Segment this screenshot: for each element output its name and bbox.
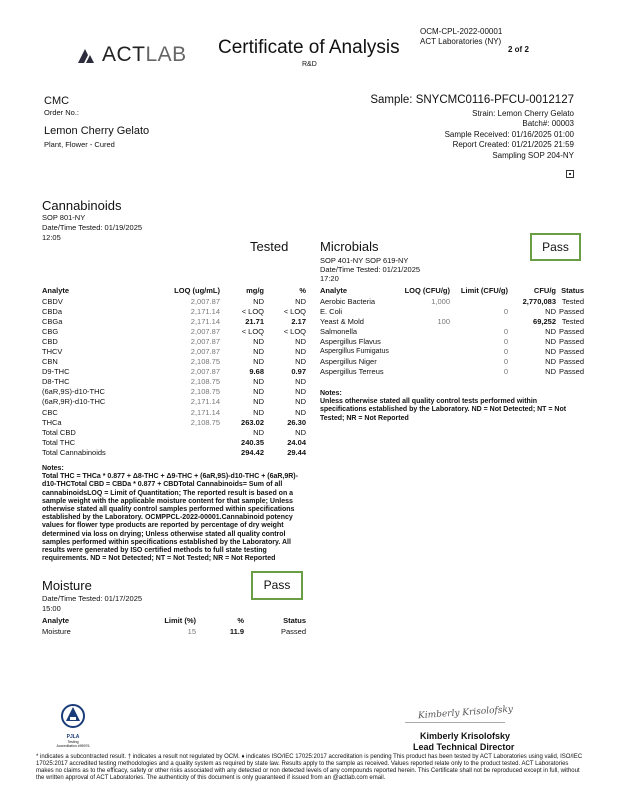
page-subtitle: R&D: [302, 61, 317, 68]
table-row: [42, 417, 306, 427]
limit-cell: 0: [503, 367, 508, 377]
status-cell: Passed: [558, 357, 584, 367]
client-name: CMC: [44, 95, 70, 107]
pct-cell: < LOQ: [283, 306, 306, 316]
microbials-notes: [320, 390, 582, 423]
analyte-cell: Salmonella: [320, 326, 358, 336]
status-cell: Passed: [558, 367, 584, 377]
status-cell: Tested: [561, 296, 584, 306]
cfu-cell: 2,770,083: [522, 296, 556, 306]
loq-cell: [396, 306, 450, 316]
analyte-cell: CBDV: [42, 296, 63, 306]
status-cell: Passed: [558, 326, 584, 336]
microbials-title: Microbials: [320, 239, 379, 254]
product-matrix: Plant, Flower - Cured: [44, 140, 115, 149]
loq-cell: 2,007.87: [190, 336, 220, 346]
table-row: [42, 306, 306, 316]
cannabinoids-title: Cannabinoids: [42, 198, 122, 213]
status-cell: Tested: [561, 316, 584, 326]
pct-cell: ND: [295, 387, 306, 397]
status-cell: Passed: [280, 626, 306, 636]
analyte-cell: THCV: [42, 347, 63, 357]
table-row: [320, 326, 584, 336]
mgg-cell: ND: [253, 357, 264, 367]
table-row: [42, 326, 306, 336]
limit-cell: 0: [503, 347, 508, 357]
signature-script: Kimberly Krisolofsky: [417, 704, 514, 722]
mgg-cell: ND: [253, 296, 264, 306]
cfu-cell: ND: [545, 326, 556, 336]
status-cell: Passed: [558, 347, 584, 357]
table-row: [42, 346, 306, 356]
order-number: Order No.:: [44, 108, 80, 117]
loq-cell: 1,000: [431, 296, 450, 306]
page-title: Certificate of Analysis: [218, 37, 400, 58]
product-name: Lemon Cherry Gelato: [44, 125, 150, 137]
pct-cell: ND: [295, 407, 306, 417]
pct-cell: ND: [295, 357, 306, 367]
table-row: [42, 447, 306, 457]
qr-code-icon: [566, 170, 574, 178]
cannabinoids-time: 12:05: [42, 233, 61, 242]
pct-cell: 2.17: [291, 316, 306, 326]
analyte-cell: Aerobic Bacteria: [320, 296, 376, 306]
limit-cell: [450, 296, 508, 306]
col-limit: Limit (CFU/g): [460, 285, 508, 295]
cannabinoids-notes: [42, 465, 304, 563]
col-pct: %: [299, 285, 306, 295]
analyte-cell: (6aR,9S)-d10-THC: [42, 387, 105, 397]
analyte-cell: D9-THC: [42, 367, 70, 377]
table-row: [320, 316, 584, 326]
moisture-title: Moisture: [42, 578, 92, 593]
mgg-cell: ND: [253, 387, 264, 397]
lab-info: [420, 27, 502, 47]
pjla-org: PJLA: [66, 734, 80, 740]
mgg-cell: 9.68: [249, 367, 264, 377]
limit-cell: 0: [503, 306, 508, 316]
sample-strain: Strain: Lemon Cherry Gelato: [472, 109, 574, 118]
table-row: [320, 296, 584, 306]
loq-cell: [396, 367, 450, 377]
pjla-line1: Testing: [67, 740, 79, 744]
sample-id: Sample: SNYCMC0116-PFCU-0012127: [370, 94, 574, 106]
mgg-cell: ND: [253, 347, 264, 357]
loq-cell: 2,108.75: [190, 377, 220, 387]
mgg-cell: ND: [253, 336, 264, 346]
analyte-cell: (6aR,9R)-d10-THC: [42, 397, 106, 407]
loq-cell: [396, 357, 450, 367]
lab-name: ACT Laboratories (NY): [420, 37, 502, 46]
moisture-header-row: [42, 614, 306, 626]
table-row: [42, 357, 306, 367]
table-row: [42, 377, 306, 387]
analyte-cell: Aspergillus Terreus: [320, 367, 384, 377]
pct-cell: ND: [295, 427, 306, 437]
moisture-table: [42, 614, 306, 636]
analyte-cell: CBC: [42, 407, 58, 417]
analyte-cell: CBG: [42, 326, 59, 336]
loq-cell: [142, 447, 220, 457]
signer-name: Kimberly Krisolofsky: [420, 731, 511, 741]
cfu-cell: 69,252: [533, 316, 556, 326]
analyte-cell: D8-THC: [42, 377, 70, 387]
loq-cell: [142, 427, 220, 437]
mgg-cell: ND: [253, 407, 264, 417]
table-row: [42, 387, 306, 397]
col-limit: Limit (%): [164, 615, 196, 625]
mgg-cell: < LOQ: [241, 326, 264, 336]
cannabinoids-table: [42, 284, 306, 458]
cannabinoids-header-row: [42, 284, 306, 296]
moisture-pass-badge: Pass: [251, 571, 303, 600]
pct-cell: < LOQ: [283, 326, 306, 336]
loq-cell: 2,007.87: [190, 367, 220, 377]
loq-cell: [396, 336, 450, 346]
sample-received: Sample Received: 01/16/2025 01:00: [444, 129, 574, 139]
pct-cell: 26.30: [287, 417, 306, 427]
col-analyte: Analyte: [42, 285, 70, 295]
col-loq: LOQ (CFU/g): [404, 285, 450, 295]
pct-cell: ND: [295, 397, 306, 407]
analyte-cell: Total THC: [42, 437, 76, 447]
table-row: [42, 397, 306, 407]
analyte-cell: CBGa: [42, 316, 63, 326]
analyte-cell: Aspergillus Niger: [320, 357, 377, 367]
loq-cell: 100: [437, 316, 450, 326]
analyte-cell: Aspergillus Fumigatus: [320, 347, 389, 355]
mgg-cell: ND: [253, 397, 264, 407]
pct-cell: ND: [295, 296, 306, 306]
microbials-header-row: [320, 284, 584, 296]
mgg-cell: ND: [253, 427, 264, 437]
table-row: [42, 296, 306, 306]
cfu-cell: ND: [545, 357, 556, 367]
loq-cell: 2,007.87: [190, 347, 220, 357]
pct-cell: 0.97: [291, 367, 306, 377]
actlab-logo-icon: [78, 47, 98, 63]
loq-cell: 2,108.75: [190, 417, 220, 427]
mgg-cell: 240.35: [241, 437, 264, 447]
pct-cell: 24.04: [287, 437, 306, 447]
table-row: [42, 316, 306, 326]
signer-role: Lead Technical Director: [413, 742, 515, 752]
pjla-accreditation-badge: [52, 703, 94, 748]
cfu-cell: ND: [545, 336, 556, 346]
loq-cell: [396, 346, 450, 356]
limit-cell: 0: [503, 357, 508, 367]
microbials-time: 17:20: [320, 274, 339, 283]
pjla-logo-icon: [60, 703, 86, 729]
microbials-notes-label: Notes:: [320, 390, 342, 397]
table-row: [42, 427, 306, 437]
analyte-cell: THCa: [42, 417, 62, 427]
loq-cell: 2,171.14: [190, 306, 220, 316]
mgg-cell: 294.42: [241, 447, 264, 457]
loq-cell: 2,007.87: [190, 326, 220, 336]
loq-cell: 2,171.14: [190, 316, 220, 326]
mgg-cell: < LOQ: [241, 306, 264, 316]
loq-cell: 2,171.14: [190, 397, 220, 407]
analyte-cell: E. Coli: [320, 306, 343, 316]
col-cfu: CFU/g: [533, 285, 556, 295]
analyte-cell: Total CBD: [42, 427, 76, 437]
cfu-cell: ND: [545, 347, 556, 357]
loq-cell: 2,007.87: [190, 296, 220, 306]
microbials-sop: SOP 401-NY SOP 619-NY: [320, 256, 409, 265]
microbials-date: Date/Time Tested: 01/21/2025: [320, 265, 421, 274]
footer-disclaimer: * indicates a subcontracted result. † indicates a result not regulated by OCM. ♦ indicates ISO/IEC 17025:2017 accreditation is pending This product has been tested by ACT Laboratories using valid, ISO/IEC 17025:2017 accredited testing methodologies and a quality system as required by state law. Results apply to the sample as received. Values reported relate only to the product tested. ACT Laboratories makes no claims as to the efficacy, safety or other risks associated with any detected or non detected levels of any compounds reported herein. This Certificate shall not be reproduced except in full, without the written approval of ACT Laboratories. The authenticity of this document is only guaranteed if issued from an @actlab.com email.: [36, 754, 583, 781]
table-row: [320, 367, 584, 377]
limit-cell: 15: [187, 626, 196, 636]
cannabinoids-notes-label: Notes:: [42, 465, 64, 472]
pct-cell: ND: [295, 377, 306, 387]
value-cell: 11.9: [229, 626, 244, 636]
signature-line: [405, 722, 505, 723]
sampling-sop: Sampling SOP 204-NY: [492, 150, 574, 160]
table-row: [42, 437, 306, 447]
cert-id: OCM-CPL-2022-00001: [420, 27, 503, 36]
logo-text: ACTLAB: [102, 43, 187, 66]
cannabinoids-sop: SOP 801-NY: [42, 213, 86, 222]
analyte-cell: Total Cannabinoids: [42, 447, 106, 457]
table-row: [42, 626, 306, 636]
cfu-cell: ND: [545, 367, 556, 377]
status-cell: Passed: [558, 306, 584, 316]
limit-cell: 0: [503, 336, 508, 346]
table-row: [42, 367, 306, 377]
actlab-logo: [78, 43, 187, 67]
cannabinoids-notes-text: Total THC = THCa * 0.877 + Δ8-THC + Δ9-THC + (6aR,9S)-d10-THC + (6aR,9R)-d10-THCTotal CBD = CBDa * 0.877 + CBDTotal Cannabinoids= Sum of all cannabinoidsLOQ = Limit of Quantitation; The reported result is based on a sample weight with the applicable moisture content for that sample; Unless otherwise stated all quality control samples performed within specifications established by the Laboratory. OCMPPCL-2022-00001.Cannabinoid potency values for flower type products are reported by percentage of dry weight determined via loss on drying; Unless otherwise stated all quality control samples performed within specifications established by the Laboratory. All results were generated by ISO certified methods to full state testing requirements. ND = Not Detected; NT = Not Tested; NR = Not Reported: [42, 473, 298, 563]
col-status: Status: [283, 615, 306, 625]
loq-cell: [396, 326, 450, 336]
loq-cell: 2,108.75: [190, 357, 220, 367]
table-row: [320, 336, 584, 346]
sample-batch: Batch#: 00003: [522, 119, 574, 129]
sample-info: [445, 109, 574, 161]
cannabinoids-date: Date/Time Tested: 01/19/2025: [42, 223, 143, 232]
pct-cell: ND: [295, 336, 306, 346]
col-status: Status: [561, 285, 584, 295]
col-loq: LOQ (ug/mL): [174, 285, 220, 295]
col-analyte: Analyte: [320, 285, 348, 295]
mgg-cell: 263.02: [241, 417, 264, 427]
analyte-cell: Yeast & Mold: [320, 316, 364, 326]
moisture-date: Date/Time Tested: 01/17/2025: [42, 594, 143, 603]
loq-cell: 2,108.75: [190, 387, 220, 397]
pct-cell: ND: [295, 347, 306, 357]
cfu-cell: ND: [545, 306, 556, 316]
mgg-cell: ND: [253, 377, 264, 387]
limit-cell: [450, 316, 508, 326]
analyte-cell: CBN: [42, 357, 58, 367]
analyte-cell: Aspergillus Flavus: [320, 336, 381, 346]
analyte-cell: CBD: [42, 336, 58, 346]
pjla-line2: Accreditation #95976: [56, 744, 90, 748]
status-cell: Passed: [558, 336, 584, 346]
table-row: [42, 336, 306, 346]
col-pct: %: [237, 615, 244, 625]
report-created: Report Created: 01/21/2025 21:59: [452, 140, 574, 150]
loq-cell: [142, 437, 220, 447]
cannabinoids-status: Tested: [250, 239, 289, 254]
microbials-notes-text: Unless otherwise stated all quality control tests performed within specifications established by the Laboratory. ND = Not Detected; NT = Not Tested; NR = Not Reported: [320, 398, 567, 422]
table-row: [320, 357, 584, 367]
limit-cell: 0: [503, 326, 508, 336]
page-number: 2 of 2: [508, 45, 529, 54]
microbials-table: [320, 284, 584, 377]
moisture-time: 15:00: [42, 604, 61, 613]
analyte-cell: CBDa: [42, 306, 63, 316]
microbials-pass-badge: Pass: [530, 233, 581, 261]
table-row: [42, 407, 306, 417]
mgg-cell: 21.71: [245, 316, 264, 326]
analyte-cell: Moisture: [42, 626, 71, 636]
col-mgg: mg/g: [246, 285, 264, 295]
loq-cell: 2,171.14: [190, 407, 220, 417]
table-row: [320, 346, 584, 356]
col-analyte: Analyte: [42, 615, 70, 625]
pct-cell: 29.44: [287, 447, 306, 457]
table-row: [320, 306, 584, 316]
